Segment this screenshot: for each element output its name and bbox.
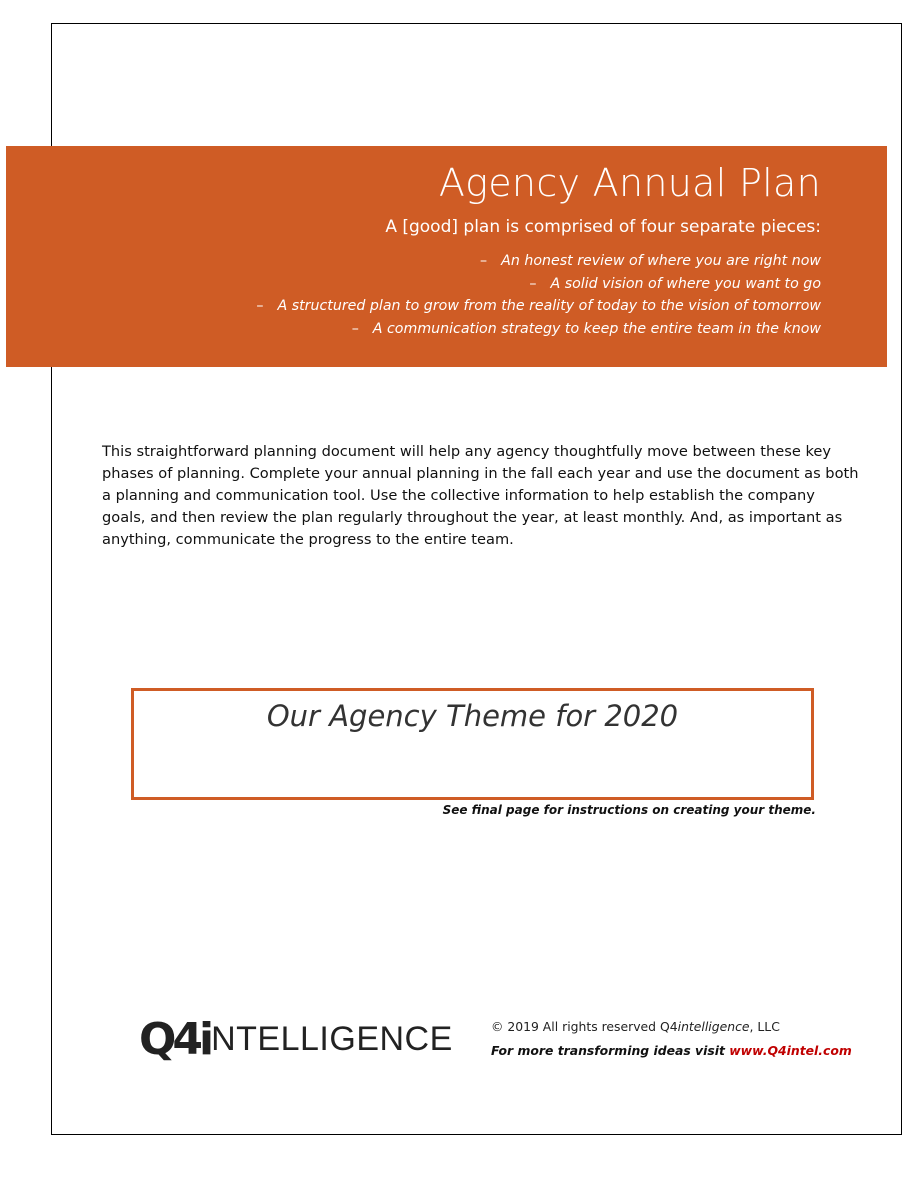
- plan-pieces-list: [256, 250, 821, 340]
- list-item-text: A communication strategy to keep the entire team in the know: [372, 320, 821, 337]
- list-item: [256, 295, 821, 318]
- intro-paragraph: This straightforward planning document will help any agency thoughtfully move between these key phases of planning. Complete your annual planning in the fall each year and use the document as both a planning and communication tool. Use the collective information to help establish the company goals, and then review the plan regularly throughout the year, at least monthly. And, as important as anything, communicate the progress to the entire team.: [102, 443, 859, 548]
- banner-subtitle: A [good] plan is comprised of four separate pieces:: [385, 217, 821, 237]
- logo-mark: Q4i: [139, 1013, 211, 1065]
- more-ideas-prefix: For more transforming ideas visit: [491, 1043, 730, 1058]
- dash-bullet: –: [480, 253, 488, 269]
- copyright-brand: intelligence: [677, 1019, 750, 1034]
- theme-title: Our Agency Theme for 2020: [266, 699, 679, 733]
- page-title: Agency Annual Plan: [438, 161, 821, 205]
- list-item-text: A structured plan to grow from the reality of today to the vision of tomorrow: [277, 298, 821, 314]
- dash-bullet: –: [529, 275, 537, 292]
- theme-note: See final page for instructions on creating your theme.: [442, 803, 816, 817]
- copyright-text: [491, 1019, 780, 1034]
- list-item-text: An honest review of where you are right now: [501, 253, 821, 269]
- list-item: [256, 318, 821, 341]
- list-item: [256, 273, 821, 296]
- copyright-suffix: , LLC: [749, 1019, 780, 1034]
- copyright-prefix: © 2019 All rights reserved Q4: [491, 1019, 678, 1034]
- logo-word: NTELLIGENCE: [211, 1019, 453, 1058]
- more-ideas-text: [491, 1043, 852, 1058]
- dash-bullet: –: [256, 298, 264, 314]
- dash-bullet: –: [351, 320, 359, 337]
- list-item-text: A solid vision of where you want to go: [550, 275, 821, 292]
- theme-box[interactable]: [131, 688, 814, 800]
- list-item: [256, 250, 821, 273]
- q4intelligence-logo: [139, 1013, 453, 1065]
- website-link[interactable]: www.Q4intel.com: [729, 1043, 852, 1058]
- title-banner: [6, 146, 887, 367]
